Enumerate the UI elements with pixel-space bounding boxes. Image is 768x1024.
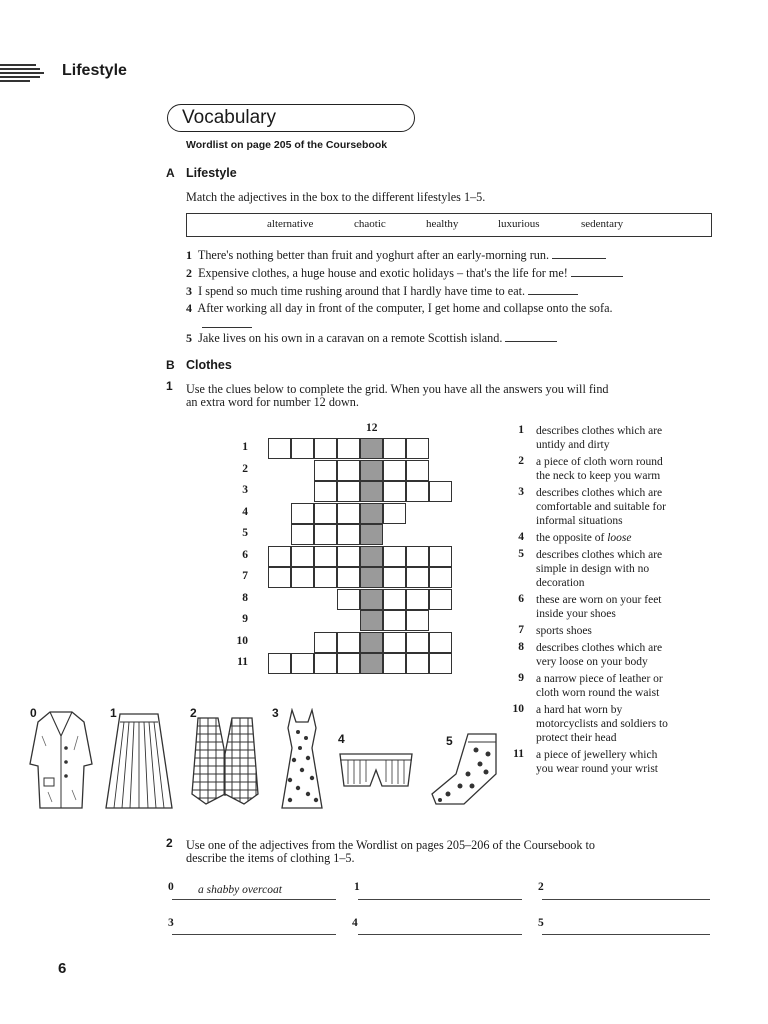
crossword-cell[interactable] bbox=[268, 653, 291, 674]
crossword-cell[interactable] bbox=[337, 653, 360, 674]
clue-text: a hard hat worn by motorcyclists and soldiers to protect their head bbox=[536, 704, 668, 744]
crossword-cell[interactable] bbox=[429, 481, 452, 502]
crossword-cell[interactable] bbox=[383, 632, 406, 653]
crossword-cell[interactable] bbox=[406, 632, 429, 653]
header-rule-icon bbox=[0, 60, 48, 84]
clue-text: a narrow piece of leather or cloth worn round the waist bbox=[536, 673, 663, 699]
example-answer: a shabby overcoat bbox=[198, 884, 282, 896]
crossword-cell[interactable] bbox=[314, 503, 337, 524]
answer-number: 3 bbox=[168, 917, 174, 929]
crossword-cell[interactable] bbox=[406, 567, 429, 588]
crossword-cell[interactable] bbox=[406, 481, 429, 502]
crossword-cell[interactable] bbox=[314, 524, 337, 545]
clue-text: describes clothes which are simple in design with no decoration bbox=[536, 549, 663, 589]
sentence-item: 5 Jake lives on his own in a caravan on a remote Scottish island. bbox=[186, 331, 726, 346]
answer-number: 5 bbox=[538, 917, 544, 929]
clue-text: describes clothes which are very loose on your body bbox=[536, 642, 663, 668]
answer-number: 1 bbox=[354, 881, 360, 893]
crossword-grid bbox=[236, 438, 470, 678]
adjective-word: sedentary bbox=[581, 218, 624, 230]
crossword-cell[interactable] bbox=[383, 653, 406, 674]
crossword-cell[interactable] bbox=[291, 567, 314, 588]
crossword-cell-shaded[interactable] bbox=[360, 503, 383, 524]
crossword-cell[interactable] bbox=[429, 632, 452, 653]
crossword-cell[interactable] bbox=[291, 546, 314, 567]
crossword-cell[interactable] bbox=[314, 546, 337, 567]
crossword-cell[interactable] bbox=[406, 460, 429, 481]
sentence-item: 2 Expensive clothes, a huge house and exotic holidays – that's the life for me! bbox=[186, 266, 726, 281]
clue-number: 5 bbox=[518, 548, 524, 560]
clue-text: the opposite of loose bbox=[536, 532, 632, 544]
crossword-row-number: 11 bbox=[237, 656, 248, 668]
crossword-row-number: 10 bbox=[236, 634, 248, 647]
crossword-cell[interactable] bbox=[406, 438, 429, 459]
picture-number: 0 bbox=[30, 706, 37, 720]
clue-number: 1 bbox=[518, 424, 524, 436]
crossword-cell[interactable] bbox=[337, 567, 360, 588]
crossword-cell[interactable] bbox=[406, 546, 429, 567]
picture-number: 3 bbox=[272, 706, 279, 720]
adjective-word: chaotic bbox=[354, 218, 386, 230]
answer-line[interactable] bbox=[358, 933, 522, 935]
crossword-cell[interactable] bbox=[337, 503, 360, 524]
crossword-row-number: 9 bbox=[242, 613, 248, 625]
clue-text: describes clothes which are untidy and dirty bbox=[536, 425, 663, 451]
crossword-cell[interactable] bbox=[337, 481, 360, 502]
exercise-number: 1 bbox=[166, 379, 173, 393]
crossword-cell[interactable] bbox=[291, 524, 314, 545]
down-clue-number: 12 bbox=[366, 422, 378, 434]
clue-number: 7 bbox=[518, 624, 524, 636]
clue-number: 6 bbox=[518, 593, 524, 605]
part-a-letter: A bbox=[166, 166, 175, 180]
crossword-cell[interactable] bbox=[268, 567, 291, 588]
crossword-cell-shaded[interactable] bbox=[360, 481, 383, 502]
socks-icon bbox=[424, 730, 504, 810]
crossword-cell-shaded[interactable] bbox=[360, 589, 383, 610]
exercise-2-instruction: Use one of the adjectives from the Wordlist on pages 205–206 of the Coursebook to bbox=[186, 838, 596, 852]
crossword-cell[interactable] bbox=[314, 567, 337, 588]
crossword-row-number: 2 bbox=[242, 462, 248, 475]
crossword-cell[interactable] bbox=[406, 589, 429, 610]
crossword-row-number: 6 bbox=[242, 548, 248, 561]
crossword-cell[interactable] bbox=[291, 503, 314, 524]
crossword-cell[interactable] bbox=[383, 481, 406, 502]
wordlist-reference: Wordlist on page 205 of the Coursebook bbox=[186, 139, 388, 151]
waistcoat-icon bbox=[188, 714, 262, 808]
crossword-cell[interactable] bbox=[314, 653, 337, 674]
clue-number: 9 bbox=[518, 672, 524, 684]
clue-number: 2 bbox=[518, 455, 524, 467]
crossword-row-number: 7 bbox=[242, 570, 248, 582]
crossword-cell[interactable] bbox=[429, 546, 452, 567]
adjective-word: luxurious bbox=[498, 218, 540, 230]
dress-icon bbox=[278, 708, 326, 812]
adjective-word: healthy bbox=[426, 218, 459, 230]
crossword-row-number: 4 bbox=[242, 505, 248, 518]
crossword-cell-shaded[interactable] bbox=[360, 610, 383, 631]
answer-line[interactable] bbox=[172, 933, 336, 935]
part-a-heading: Lifestyle bbox=[186, 166, 237, 180]
crossword-cell[interactable] bbox=[337, 438, 360, 459]
answer-blank[interactable] bbox=[552, 257, 606, 259]
crossword-cell-shaded[interactable] bbox=[360, 632, 383, 653]
answer-number: 2 bbox=[538, 881, 544, 893]
sentence-item: 3 I spend so much time rushing around that I hardly have time to eat. bbox=[186, 284, 726, 299]
crossword-cell[interactable] bbox=[337, 460, 360, 481]
answer-line[interactable] bbox=[172, 898, 336, 900]
crossword-cell[interactable] bbox=[383, 610, 406, 631]
answer-blank[interactable] bbox=[202, 326, 252, 328]
crossword-cell[interactable] bbox=[337, 546, 360, 567]
crossword-cell-shaded[interactable] bbox=[360, 567, 383, 588]
exercise-2-instruction: describe the items of clothing 1–5. bbox=[186, 851, 355, 865]
answer-line[interactable] bbox=[542, 933, 710, 935]
crossword-cell[interactable] bbox=[291, 438, 314, 459]
answer-number: 4 bbox=[352, 917, 358, 929]
crossword-cell[interactable] bbox=[406, 653, 429, 674]
crossword-row-number: 3 bbox=[242, 484, 248, 496]
crossword-cell[interactable] bbox=[268, 438, 291, 459]
shorts-icon bbox=[336, 748, 416, 792]
crossword-row-number: 1 bbox=[242, 441, 248, 453]
crossword-cell[interactable] bbox=[337, 589, 360, 610]
part-b-heading: Clothes bbox=[186, 358, 232, 372]
crossword-cell[interactable] bbox=[383, 438, 406, 459]
answer-number: 0 bbox=[168, 881, 174, 893]
exercise-number: 2 bbox=[166, 836, 173, 850]
crossword-cell[interactable] bbox=[314, 632, 337, 653]
section-title: Lifestyle bbox=[62, 62, 127, 79]
answer-blank[interactable] bbox=[505, 340, 557, 342]
crossword-cell[interactable] bbox=[429, 567, 452, 588]
page-number: 6 bbox=[58, 960, 67, 977]
crossword-cell-shaded[interactable] bbox=[360, 460, 383, 481]
picture-number: 5 bbox=[446, 734, 453, 748]
crossword-cell[interactable] bbox=[291, 653, 314, 674]
clue-number: 3 bbox=[518, 486, 524, 498]
crossword-cell[interactable] bbox=[429, 653, 452, 674]
crossword-cell[interactable] bbox=[337, 632, 360, 653]
clue-list bbox=[510, 424, 725, 784]
crossword-row-number: 8 bbox=[242, 591, 248, 604]
crossword-cell[interactable] bbox=[314, 481, 337, 502]
answer-line[interactable] bbox=[358, 898, 522, 900]
crossword-cell-shaded[interactable] bbox=[360, 546, 383, 567]
crossword-cell-shaded[interactable] bbox=[360, 438, 383, 459]
crossword-cell[interactable] bbox=[383, 460, 406, 481]
crossword-cell[interactable] bbox=[406, 610, 429, 631]
clue-number: 4 bbox=[518, 531, 524, 543]
clue-number: 10 bbox=[512, 703, 524, 715]
crossword-cell[interactable] bbox=[383, 546, 406, 567]
crossword-cell[interactable] bbox=[314, 438, 337, 459]
answer-line[interactable] bbox=[542, 898, 710, 900]
crossword-cell[interactable] bbox=[429, 589, 452, 610]
clue-text: describes clothes which are comfortable and suitable for informal situations bbox=[536, 487, 666, 527]
crossword-cell[interactable] bbox=[314, 460, 337, 481]
exercise-1-instruction: an extra word for number 12 down. bbox=[186, 395, 359, 409]
crossword-cell-shaded[interactable] bbox=[360, 524, 383, 545]
adjective-word: alternative bbox=[267, 218, 314, 230]
part-b-letter: B bbox=[166, 358, 175, 372]
clue-number: 8 bbox=[518, 641, 524, 653]
clue-number: 11 bbox=[513, 748, 524, 760]
clue-text: sports shoes bbox=[536, 625, 592, 637]
clue-text: a piece of cloth worn round the neck to keep you warm bbox=[536, 456, 663, 482]
vocabulary-title: Vocabulary bbox=[182, 107, 277, 128]
overcoat-icon bbox=[22, 706, 100, 812]
crossword-row-number: 5 bbox=[242, 527, 248, 539]
sentence-item: 4 After working all day in front of the computer, I get home and collapse onto the sofa. bbox=[186, 301, 613, 315]
crossword-cell[interactable] bbox=[268, 546, 291, 567]
crossword-cell[interactable] bbox=[383, 589, 406, 610]
clue-text: these are worn on your feet inside your shoes bbox=[536, 594, 662, 620]
answer-blank[interactable] bbox=[528, 293, 578, 295]
sentence-item: 1 There's nothing better than fruit and yoghurt after an early-morning run. bbox=[186, 248, 726, 263]
skirt-icon bbox=[102, 710, 176, 812]
crossword-cell[interactable] bbox=[383, 567, 406, 588]
part-a-instruction: Match the adjectives in the box to the different lifestyles 1–5. bbox=[186, 190, 486, 204]
exercise-1-instruction: Use the clues below to complete the grid. When you have all the answers you will find bbox=[186, 382, 609, 396]
picture-number: 4 bbox=[338, 732, 345, 746]
crossword-cell[interactable] bbox=[337, 524, 360, 545]
crossword-cell[interactable] bbox=[383, 503, 406, 524]
answer-blank[interactable] bbox=[571, 275, 623, 277]
clue-text: a piece of jewellery which you wear round your wrist bbox=[536, 749, 659, 775]
crossword-cell-shaded[interactable] bbox=[360, 653, 383, 674]
picture-number: 2 bbox=[190, 706, 197, 720]
picture-number: 1 bbox=[110, 706, 117, 720]
